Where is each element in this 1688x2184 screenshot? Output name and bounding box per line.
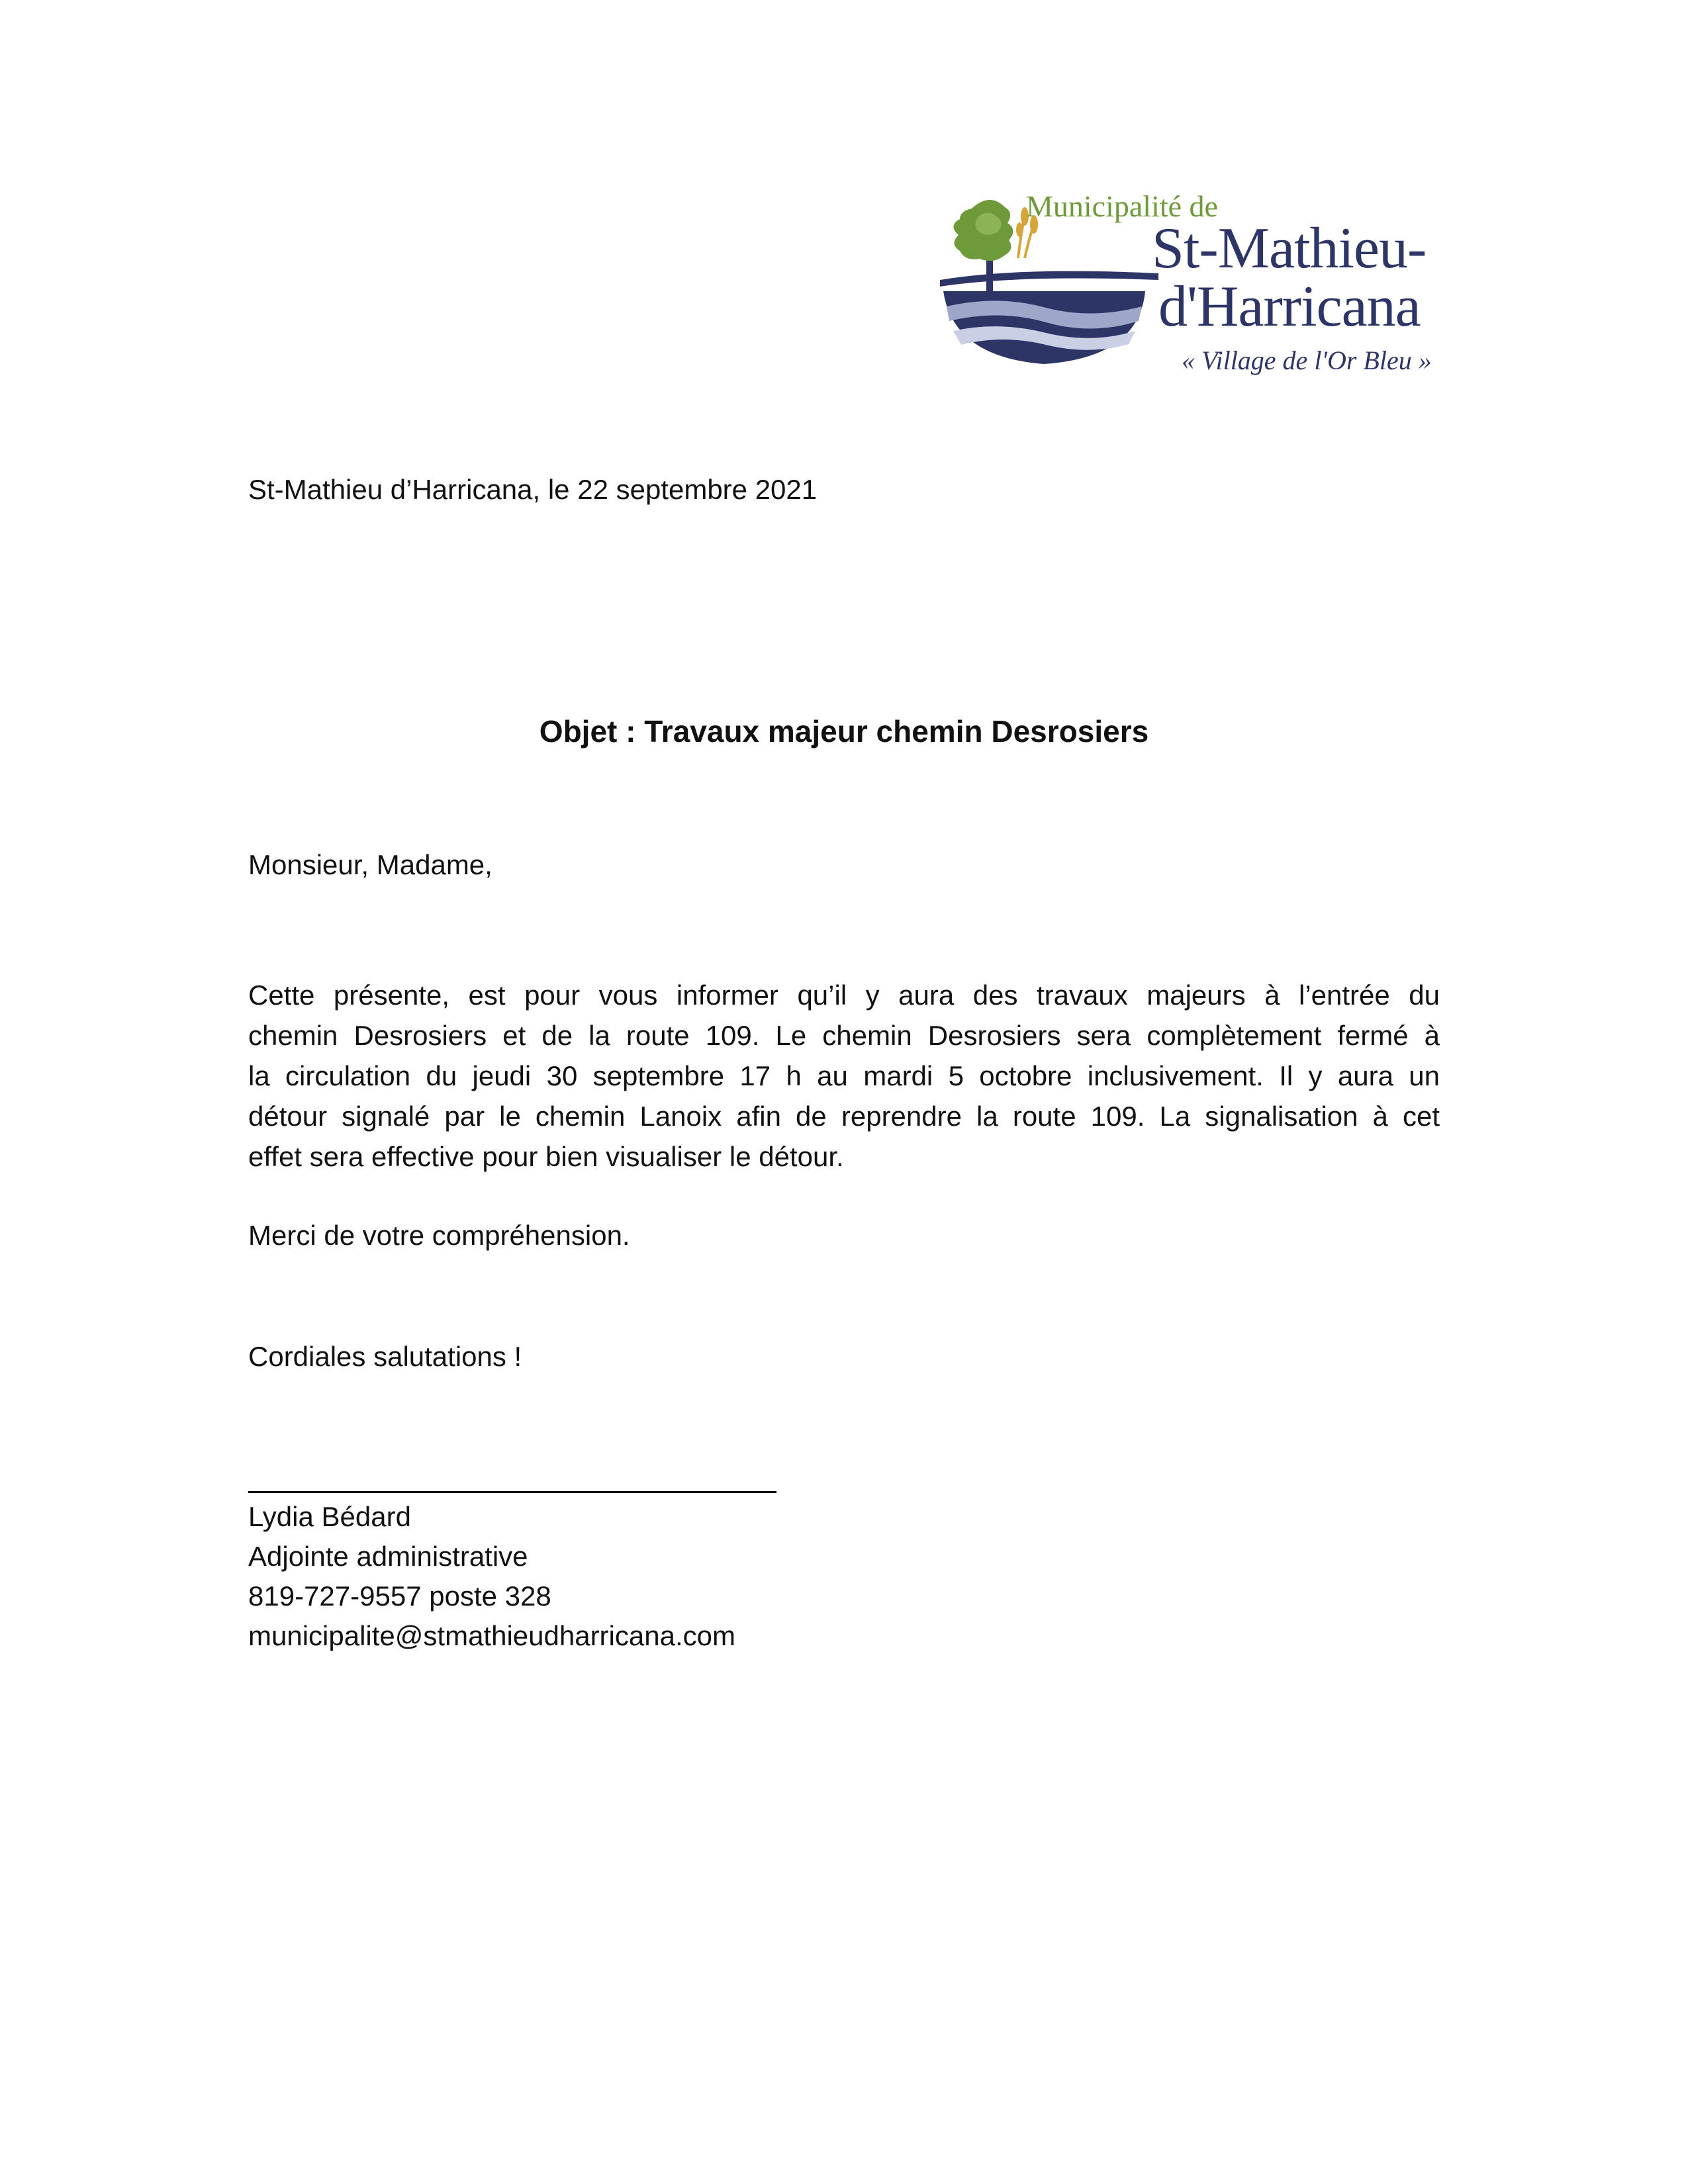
municipality-logo [940, 189, 1456, 394]
body-paragraph [248, 975, 1440, 1177]
signer-email: municipalite@stmathieudharricana.com [248, 1620, 735, 1651]
logo-line-municipalite: Municipalité de [1026, 189, 1218, 223]
signer-phone: 819-727-9557 poste 328 [248, 1580, 551, 1612]
signer-title: Adjointe administrative [248, 1541, 528, 1572]
logo-tagline: « Village de l'Or Bleu » [1182, 345, 1432, 375]
thanks-line: Merci de votre compréhension. [248, 1220, 630, 1251]
body-line: Cette présente, est pour vous informer qu’il y aura des travaux majeurs à l’entrée du [248, 979, 1440, 1011]
logo-line-st-mathieu: St-Mathieu- [1152, 216, 1427, 281]
signature-line [248, 1491, 776, 1493]
date-line: St-Mathieu d’Harricana, le 22 septembre 2021 [248, 474, 818, 505]
body-line: la circulation du jeudi 30 septembre 17 h au mardi 5 octobre inclusivement. Il y aura un [248, 1060, 1440, 1091]
signature-block [248, 1497, 735, 1656]
signer-name: Lydia Bédard [248, 1501, 411, 1532]
closing-line: Cordiales salutations ! [248, 1341, 522, 1372]
body-line: chemin Desrosiers et de la route 109. Le chemin Desrosiers sera complètement fermé à [248, 1020, 1440, 1051]
greeting: Monsieur, Madame, [248, 849, 492, 880]
logo-line-harricana: d'Harricana [1158, 275, 1421, 339]
body-line: détour signalé par le chemin Lanoix afin de reprendre la route 109. La signalisation à cet [248, 1101, 1440, 1132]
subject-heading: Objet : Travaux majeur chemin Desrosiers [539, 714, 1149, 749]
body-line: effet sera effective pour bien visualiser le détour. [248, 1141, 844, 1172]
